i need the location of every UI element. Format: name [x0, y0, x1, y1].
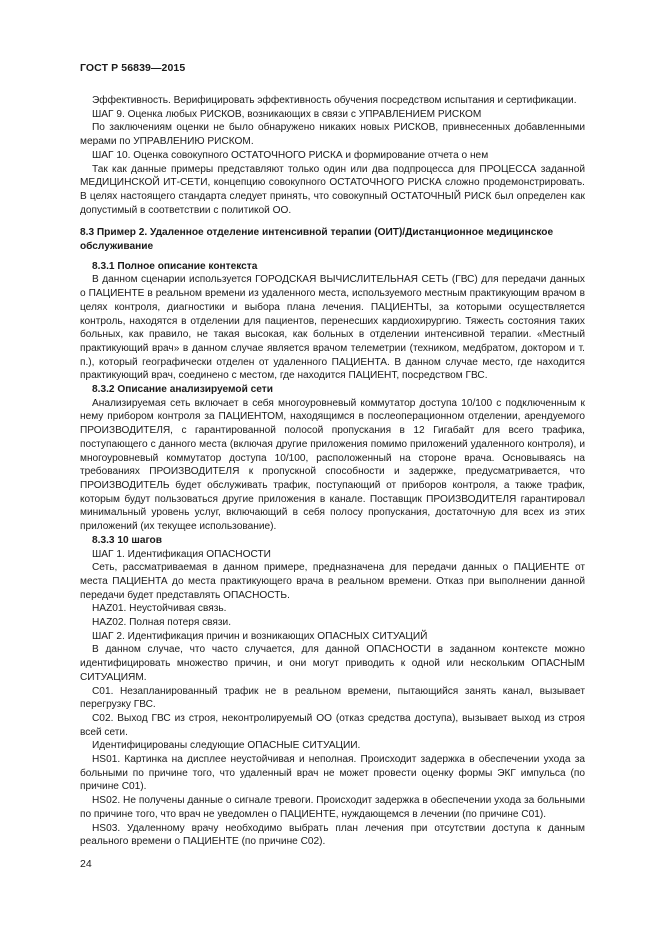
subsection-heading-8-3-1: 8.3.1 Полное описание контекста	[92, 260, 258, 272]
paragraph: HS03. Удаленному врачу необходимо выбрать план лечения при отсутствии доступа к данным реального времени о ПАЦИЕНТЕ (по причине С02).	[80, 822, 585, 848]
paragraph: Анализируемая сеть включает в себя многоуровневый коммутатор доступа 10/100 с подключенным к нему прибором контроля за ПАЦИЕНТОМ, находящимся в послеоперационном отделении, арендуемого ПРОИЗВОДИТЕЛЯ, с гарантированной полосой пропускания в 12 Гигабайт для всего трафика, поступающего с данного места (включая другие приложения помимо приложений удаленного контроля), и многоуровневый коммутатор доступа 10/100, расположенный на стороне врача. Основываясь на требованиях ПРОИЗВОДИТЕЛЯ к пропускной способности и задержке, предусматривается, что ПРОИЗВОДИТЕЛЬ будет обслуживать трафик, поступающий от приборов контроля, а также трафик, которым будут пользоваться другие приложения в канале. Поставщик ПРОИЗВОДИТЕЛЯ гарантировал минимальный уровень услуг, включающий в себя полосу пропускания, достаточную для всех из этих приложений (их текущее использование).	[80, 397, 585, 533]
paragraph: HS01. Картинка на дисплее неустойчивая и неполная. Происходит задержка в обеспечении ухода за больными по причине того, что удаленный врач не может провести оценку формы ЭКГ импульса (по причине С01).	[80, 754, 585, 793]
paragraph: ШАГ 1. Идентификация ОПАСНОСТИ	[92, 548, 271, 560]
paragraph: HAZ02. Полная потеря связи.	[92, 617, 232, 629]
paragraph: Так как данные примеры представляют только один или два подпроцесса для ПРОЦЕССА заданной МЕДИЦИНСКОЙ ИТ-СЕТИ, концепцию совокупного ОСТАТОЧНОГО РИСКА сложно продемонстрировать. В целях настоящего стандарта следует принять, что совокупный ОСТАТОЧНЫЙ РИСК был определен как допустимый в соответствии с политикой ОО.	[80, 163, 585, 216]
paragraph: Сеть, рассматриваемая в данном примере, предназначена для передачи данных о ПАЦИЕНТЕ от места ПАЦИЕНТА до места практикующего врача в реальном времени. Отказ при выполнении данной передачи будет представлять ОПАСНОСТЬ.	[80, 562, 585, 601]
paragraph: HS02. Не получены данные о сигнале тревоги. Происходит задержка в обеспечении ухода за больными по причине того, что врач не уведомлен о ПАЦИЕНТЕ, нуждающемся в лечении (по причине С01).	[80, 795, 585, 820]
page-number: 24	[80, 858, 92, 870]
paragraph: Идентифицированы следующие ОПАСНЫЕ СИТУАЦИИ.	[92, 740, 361, 752]
subsection-heading-8-3-2: 8.3.2 Описание анализируемой сети	[92, 384, 273, 396]
paragraph: ШАГ 9. Оценка любых РИСКОВ, возникающих в связи с УПРАВЛЕНИЕМ РИСКОМ	[92, 108, 482, 120]
document-body	[80, 94, 585, 849]
document-header: ГОСТ Р 56839—2015	[80, 62, 186, 74]
paragraph: HAZ01. Неустойчивая связь.	[92, 603, 227, 615]
subsection-heading-8-3-3: 8.3.3 10 шагов	[92, 534, 162, 546]
paragraph: Эффективность. Верифицировать эффективность обучения посредством испытания и сертификации.	[92, 95, 577, 106]
paragraph: В данном случае, что часто случается, для данной ОПАСНОСТИ в заданном контексте можно идентифицировать множество причин, и они могут приводить к одной или нескольким ОПАСНЫМ СИТУАЦИЯМ.	[80, 644, 585, 683]
paragraph: С01. Незапланированный трафик не в реальном времени, пытающийся занять канал, вызывает перегрузку ГВС.	[80, 685, 585, 711]
paragraph: По заключениям оценки не было обнаружено никаких новых РИСКОВ, привнесенных добавленными мерами по УПРАВЛЕНИЮ РИСКОМ.	[80, 122, 585, 148]
paragraph: С02. Выход ГВС из строя, неконтролируемый ОО (отказ средства доступа), вызывает выход из строя всей сети.	[80, 712, 585, 738]
paragraph: ШАГ 2. Идентификация причин и возникающих ОПАСНЫХ СИТУАЦИЙ	[92, 630, 428, 642]
paragraph: В данном сценарии используется ГОРОДСКАЯ ВЫЧИСЛИТЕЛЬНАЯ СЕТЬ (ГВС) для передачи данных о ПАЦИЕНТЕ в реальном времени из удаленного места, используемого местным практикующим врачом в целях контроля, диагностики и выбора плана лечения. ПАЦИЕНТЫ, за которыми осуществляется контроль, находятся в отделении для пациентов, перенесших кардиохирургию. Тяжесть состояния таких больных, как правило, не такая высокая, как больных в отделении интенсивной терапии. «Местный практикующий врач» в данном случае является врачом телеметрии (техником, медбратом, доктором и т. п.), который географически отделен от удаленного ПАЦИЕНТА. В данном случае место, где находится практикующий врач, соединено с местом, где находится ПАЦИЕНТ, посредством ГВС.	[80, 274, 585, 382]
paragraph: ШАГ 10. Оценка совокупного ОСТАТОЧНОГО РИСКА и формирование отчета о нем	[92, 149, 489, 161]
section-heading-8-3: 8.3 Пример 2. Удаленное отделение интенсивной терапии (ОИТ)/Дистанционное медицинское обслуживание	[80, 227, 554, 253]
